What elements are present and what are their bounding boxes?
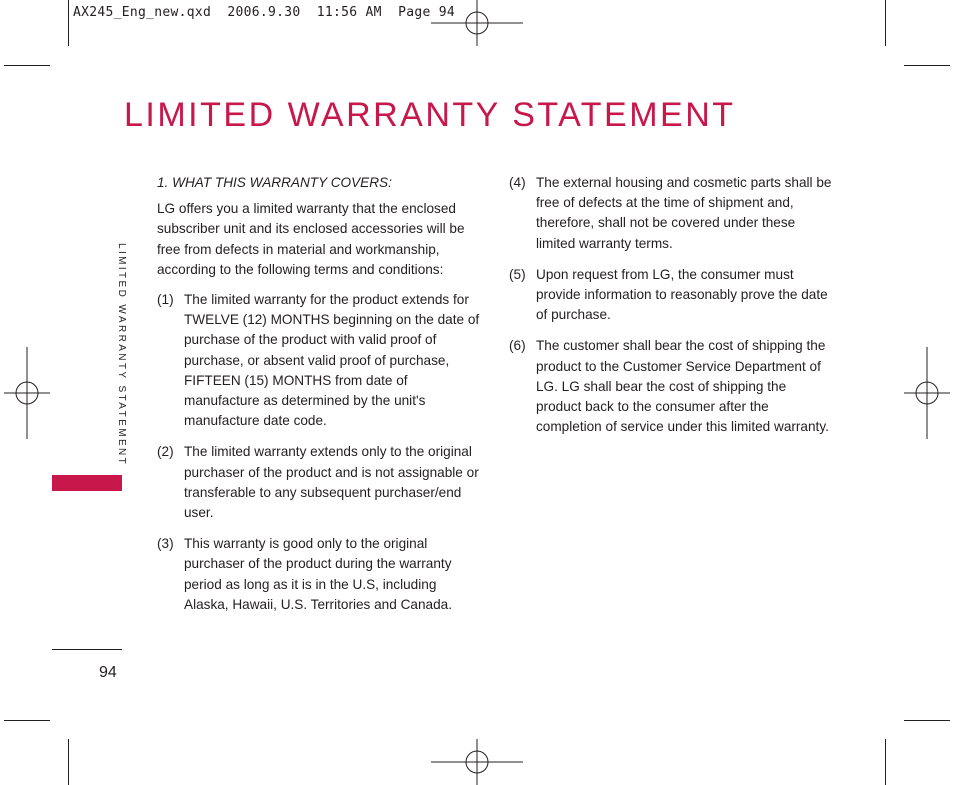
list-item [157,290,482,431]
list-item [509,173,834,254]
registration-mark-top [431,0,523,46]
list-item [509,265,834,326]
section-heading: 1. WHAT THIS WARRANTY COVERS: [157,175,392,190]
item-text: The limited warranty extends only to the original purchaser of the product and is not assignable or transferable to any subsequent purchaser/end user. [184,444,479,521]
item-number: (1) [157,292,174,308]
item-number: (6) [509,338,526,354]
page-title: LIMITED WARRANTY STATEMENT [124,96,736,134]
list-item [509,336,834,437]
list-item [157,534,482,615]
item-text: The limited warranty for the product extends for TWELVE (12) MONTHS beginning on the date of purchase of the product with valid proof of purchase, or absent valid proof of purchase, FIFTEEN (15) MONTHS from date of manufacture as determined by the unit's manufacture date code. [184,292,480,429]
right-column [509,173,834,448]
list-item [157,442,482,523]
item-text: Upon request from LG, the consumer must provide information to reasonably prove the date of purchase. [536,266,828,323]
registration-mark-bottom [431,739,523,785]
left-column [157,173,482,626]
item-number: (3) [157,536,174,552]
item-number: (2) [157,444,174,460]
item-number: (4) [509,175,526,190]
side-section-label: LIMITED WARRANTY STATEMENT [116,243,127,467]
section-intro: LG offers you a limited warranty that the enclosed subscriber unit and its enclosed accessories will be free from defects in material and workmanship, according to the following terms and conditions: [157,201,465,277]
page-number: 94 [99,664,117,681]
section-tab-bar [52,475,122,491]
item-text: The external housing and cosmetic parts shall be free of defects at the time of shipment and, therefore, shall not be covered under these limited warranty terms. [536,175,832,251]
print-slug: AX245_Eng_new.qxd 2006.9.30 11:56 AM Page 94 [73,5,455,20]
item-text: The customer shall bear the cost of shipping the product to the Customer Service Department of LG. LG shall bear the cost of shipping the product back to the consumer after the completion of service under this limited warranty. [536,338,829,435]
item-number: (5) [509,266,526,282]
item-text: This warranty is good only to the original purchaser of the product during the warranty period as long as it is in the U.S, including Alaska, Hawaii, U.S. Territories and Canada. [184,536,452,612]
registration-mark-left [4,347,50,439]
registration-mark-right [904,347,950,439]
